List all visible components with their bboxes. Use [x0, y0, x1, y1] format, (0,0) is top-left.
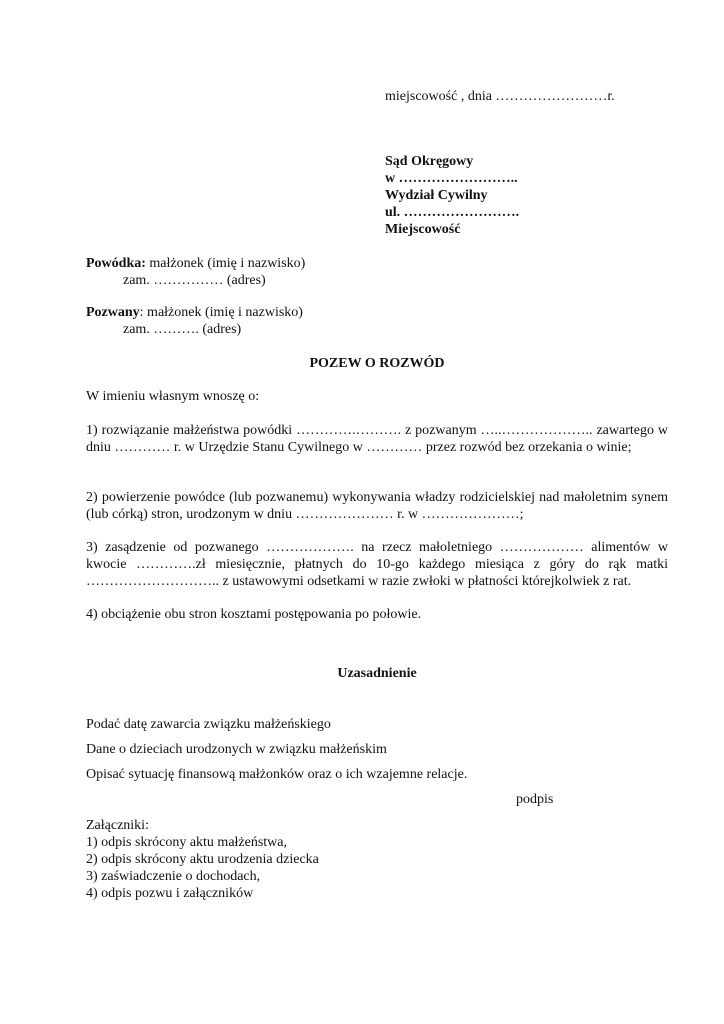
- signature-label: podpis: [516, 792, 554, 807]
- court-street: ul. …………………….: [385, 205, 520, 220]
- claim-3: 3) zasądzenie od pozwanego ………………. na rzecz małoletniego ……………… alimentów w kwocie ………….zł miesięcznie, płatnych do 10-go każdego miesiąca z góry do rąk matki ……………………….. z ustawowymi odsetkami w razie zwłoki w płatności którejkolwiek z rat.: [86, 540, 668, 589]
- attachment-item: 2) odpis skrócony aktu urodzenia dziecka: [86, 852, 319, 867]
- plaintiff-line: [86, 255, 305, 272]
- place-date-line: miejscowość , dnia ……………………r.: [385, 89, 615, 104]
- plaintiff-label: Powódka:: [86, 256, 146, 271]
- attachments-heading: Załączniki:: [86, 818, 149, 833]
- plaintiff-address: zam. …………… (adres): [123, 273, 266, 288]
- defendant-label: Pozwany: [86, 305, 140, 320]
- attachment-item: 4) odpis pozwu i załączników: [86, 886, 254, 901]
- defendant-name: : małżonek (imię i nazwisko): [139, 305, 303, 320]
- intro-line: W imieniu własnym wnoszę o:: [86, 389, 260, 404]
- defendant-address: zam. ………. (adres): [123, 322, 242, 337]
- justification-heading: Uzasadnienie: [337, 666, 417, 681]
- court-name: Sąd Okręgowy: [385, 154, 474, 169]
- court-locality: Miejscowość: [385, 222, 461, 237]
- court-division: Wydział Cywilny: [385, 188, 488, 203]
- document-title: POZEW O ROZWÓD: [309, 356, 445, 371]
- attachment-item: 1) odpis skrócony aktu małżeństwa,: [86, 835, 288, 850]
- plaintiff-name: małżonek (imię i nazwisko): [145, 256, 306, 271]
- attachment-item: 3) zaświadczenie o dochodach,: [86, 869, 261, 884]
- attachments-list: [86, 817, 319, 902]
- defendant-line: [86, 304, 303, 321]
- claim-2: 2) powierzenie powódce (lub pozwanemu) wykonywania władzy rodzicielskiej nad małoletnim synem (lub córką) stron, urodzonym w dniu ………………… r. w …………………;: [86, 490, 668, 522]
- justification-line-3: Opisać sytuację finansową małżonków oraz o ich wzajemne relacje.: [86, 767, 468, 782]
- justification-line-2: Dane o dzieciach urodzonych w związku małżeńskim: [86, 742, 387, 757]
- claim-1: 1) rozwiązanie małżeństwa powódki ………….………. z pozwanym …..……………….. zawartego w dniu ………… r. w Urzędzie Stanu Cywilnego w ………… przez rozwód bez orzekania o winie;: [86, 423, 668, 455]
- court-city: w ……………………..: [385, 171, 518, 186]
- justification-line-1: Podać datę zawarcia związku małżeńskiego: [86, 717, 331, 732]
- claim-4: 4) obciążenie obu stron kosztami postępowania po połowie.: [86, 607, 422, 622]
